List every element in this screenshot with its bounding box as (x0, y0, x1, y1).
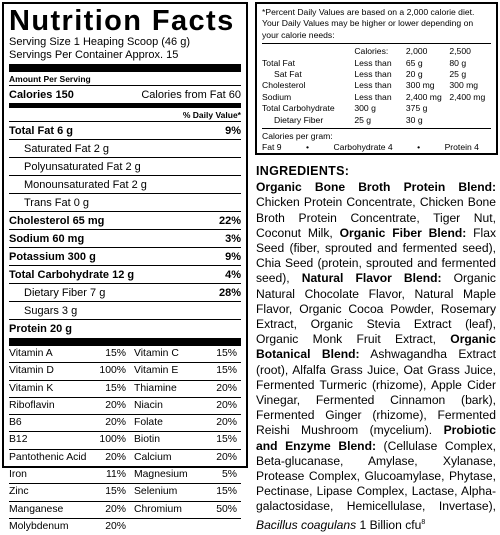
vitamin-name: Vitamin D (9, 363, 84, 380)
vitamin-dv: 15% (205, 363, 241, 380)
dv-table-cell: 300 mg (449, 80, 479, 91)
dv-table-cell (449, 115, 491, 126)
blend-ingredients: Organic Natural Chocolate Flavor, Natural Maple Flavor, Organic Cocoa Powder, Rosemary Extract, Organic Stevia Extract (leaf), Organic Monk Fruit Extract, (256, 271, 496, 347)
vitamin-name: Magnesium (130, 467, 205, 484)
nutrient-dv: 3% (225, 232, 241, 245)
calories-from-fat: Calories from Fat 60 (141, 88, 241, 101)
dv-table-cell (449, 103, 491, 114)
nutrient-label: Trans Fat 0 g (24, 196, 90, 209)
vitamin-name: Vitamin A (9, 346, 84, 363)
nutrient-row (9, 212, 241, 230)
dv-table-header-cell: Calories: (354, 46, 389, 57)
ingredients-heading: INGREDIENTS: (256, 164, 350, 178)
vitamin-dv: 15% (205, 346, 241, 363)
dv-table-cell: Dietary Fiber (274, 114, 324, 125)
dv-table-cell: 300 mg (405, 80, 435, 91)
dv-table-header-cell: 2,500 (449, 46, 471, 57)
blend-name: Organic Botanical Blend: (256, 332, 496, 362)
nutrient-row (9, 284, 241, 302)
vitamin-name: Molybdenum (9, 520, 69, 532)
dv-table-cell: 20 g (405, 69, 423, 80)
vitamin-dv: 100% (84, 432, 130, 449)
vitamin-name: Vitamin E (130, 363, 205, 380)
ingredients-text (256, 180, 496, 533)
nutrient-dv: 28% (218, 286, 241, 299)
vitamin-name (130, 519, 205, 535)
dv-table-cell: Sodium (262, 91, 292, 102)
vitamin-dv: 20% (84, 450, 130, 467)
nutrient-dv: 9% (225, 124, 241, 137)
bullet: • (306, 142, 310, 153)
probiotic-amount: 1 Billion cfu (356, 517, 422, 532)
nutrient-label: Cholesterol 65 mg (9, 214, 105, 227)
dv-table-cell: 375 g (405, 103, 428, 114)
dv-table-header-cell: 2,000 (405, 46, 428, 57)
blend-ingredients: Flax Seed (fiber, sprouted and fermented seed), Chia Seed (protein, sprouted and fermented seed), (256, 225, 496, 286)
nutrient-label: Polyunsaturated Fat 2 g (24, 160, 141, 173)
dv-table-cell: 30 g (405, 114, 423, 125)
vitamin-name: Biotin (130, 432, 205, 449)
nutrient-label: Total Carbohydrate 12 g (9, 268, 135, 281)
nutrient-row (9, 266, 241, 284)
vitamin-dv: 15% (84, 484, 130, 501)
dv-table-cell: Total Fat (262, 57, 295, 68)
ingredients-section (256, 164, 496, 533)
servings-per-container: Servings Per Container Approx. 15 (9, 49, 179, 61)
dv-table-header-cell (262, 46, 354, 57)
vitamin-dv: 20% (205, 398, 241, 415)
dv-table-cell: Sat Fat (274, 69, 302, 80)
nutrition-title: Nutrition Facts (9, 5, 235, 37)
nutrient-label: Saturated Fat 2 g (24, 142, 109, 155)
vitamin-name: B12 (9, 432, 84, 449)
vitamin-dv: 15% (205, 484, 241, 501)
dv-table-cell: Less than (354, 80, 392, 91)
amount-per-serving: Amount Per Serving (9, 73, 91, 84)
blend-ingredients: (Cellulase Complex, Beta-glucanase, Amylase, Xylanase, Protease Complex, Glucoamylase, Phytase, Pectinase, Lipase Complex, Lactase, Alpha-galactosidase, Hemicellulase, Invertase), (256, 438, 496, 514)
vitamin-dv: 20% (205, 381, 241, 398)
nutrient-label: Dietary Fiber 7 g (24, 286, 106, 299)
daily-value-header: % Daily Value* (9, 108, 241, 122)
vitamin-name: Chromium (130, 502, 205, 519)
nutrition-facts-panel (2, 2, 248, 532)
vitamin-dv: 20% (84, 502, 130, 519)
nutrient-dv: 22% (218, 214, 241, 227)
blend-name: Probiotic and Enzyme Blend: (256, 423, 496, 453)
blend-name: Organic Fiber Blend: (339, 225, 467, 240)
probiotic-name: Bacillus coagulans (256, 517, 357, 532)
vitamin-name: Vitamin C (130, 346, 205, 363)
dv-table-cell: Less than (354, 57, 392, 68)
vitamin-name: Manganese (9, 502, 84, 519)
vitamin-dv: 50% (205, 502, 241, 519)
carb-per-gram: Carbohydrate 4 (333, 142, 393, 153)
bullet: • (417, 142, 421, 153)
nutrient-label: Monounsaturated Fat 2 g (24, 178, 147, 191)
vitamin-name: Folate (130, 415, 205, 432)
calories: Calories 150 (9, 88, 74, 101)
vitamin-dv: 15% (84, 381, 130, 398)
vitamin-dv: 20% (84, 398, 130, 415)
vitamin-name: Riboflavin (9, 398, 84, 415)
blend-ingredients: Chicken Protein Concentrate, Chicken Bone Broth Protein Concentrate, Tiger Nut, Coconut Milk, (256, 195, 496, 240)
blend-ingredients: Ashwagandha Extract (root), Alfalfa Grass Juice, Oat Grass Juice, Fermented Turmeric (rhizome), Apple Cider Vinegar, Fermented Cinnamon (bark), Fermented Ginger (rhizome), Fermented Reishi Mushroom (mycelium). (256, 347, 496, 438)
vitamin-name: Niacin (130, 398, 205, 415)
nutrient-label: Potassium 300 g (9, 250, 96, 263)
vitamin-name: Pantothenic Acid (9, 450, 84, 467)
dv-table-cell: 2,400 mg (449, 91, 486, 102)
nutrient-row (9, 248, 241, 266)
dv-table (262, 46, 491, 126)
dv-table-cell: 2,400 mg (405, 91, 442, 102)
vitamin-name: Calcium (130, 450, 205, 467)
vitamin-name: Vitamin K (9, 381, 84, 398)
nutrient-label: Total Fat 6 g (9, 124, 73, 137)
dv-table-cell: 80 g (449, 57, 467, 68)
daily-values-panel (255, 2, 498, 155)
blend-name: Natural Flavor Blend: (301, 271, 442, 286)
blend-name: Organic Bone Broth Protein Blend: (256, 180, 496, 195)
vitamin-dv: 20% (84, 415, 130, 432)
footnote-mark: 8 (421, 518, 426, 526)
nutrient-dv: 9% (225, 250, 241, 263)
dv-note: *Percent Daily Values are based on a 2,000 calorie diet. Your Daily Values may be higher or lower depending on your calorie needs: (262, 7, 475, 40)
nutrient-row (9, 230, 241, 248)
serving-size: Serving Size 1 Heaping Scoop (46 g) (9, 36, 190, 48)
fat-per-gram: Fat 9 (262, 142, 282, 153)
nutrient-row (9, 176, 241, 194)
dv-table-cell: 25 g (449, 69, 467, 80)
vitamin-name: Iron (9, 467, 84, 484)
vitamin-name: B6 (9, 415, 84, 432)
nutrient-row (9, 122, 241, 140)
calories-per-gram (262, 142, 491, 153)
nutrient-label: Sugars 3 g (24, 304, 78, 317)
vitamin-dv: 20% (105, 520, 126, 532)
dv-table-cell: Cholesterol (262, 80, 306, 91)
vitamin-dv: 20% (205, 415, 241, 432)
dv-table-cell: Less than (354, 91, 392, 102)
vitamin-dv (205, 519, 241, 535)
nutrient-dv: 4% (225, 268, 241, 281)
dv-table-cell: 25 g (354, 114, 372, 125)
dv-table-cell: 300 g (354, 103, 376, 114)
nutrient-list (9, 122, 241, 320)
vitamin-name: Selenium (130, 484, 205, 501)
vitamin-dv: 20% (205, 450, 241, 467)
nutrient-row (9, 140, 241, 158)
nutrient-row (9, 194, 241, 212)
protein: Protein 20 g (9, 323, 72, 335)
vitamin-dv: 11% (84, 467, 130, 484)
dv-table-cell: 65 g (405, 57, 423, 68)
nutrient-row (9, 158, 241, 176)
vitamin-name: Thiamine (130, 381, 205, 398)
protein-per-gram: Protein 4 (444, 142, 479, 153)
vitamin-name: Zinc (9, 484, 84, 501)
nutrient-row (9, 302, 241, 320)
vitamin-dv: 15% (205, 432, 241, 449)
dv-table-cell: Total Carbohydrate (262, 103, 335, 114)
calories-per-gram-label: Calories per gram: (262, 131, 333, 142)
vitamin-dv: 5% (205, 467, 241, 484)
vitamin-table (9, 346, 241, 535)
dv-table-cell: Less than (354, 69, 392, 80)
vitamin-dv: 100% (84, 363, 130, 380)
vitamin-dv: 15% (84, 346, 130, 363)
nutrient-label: Sodium 60 mg (9, 232, 85, 245)
